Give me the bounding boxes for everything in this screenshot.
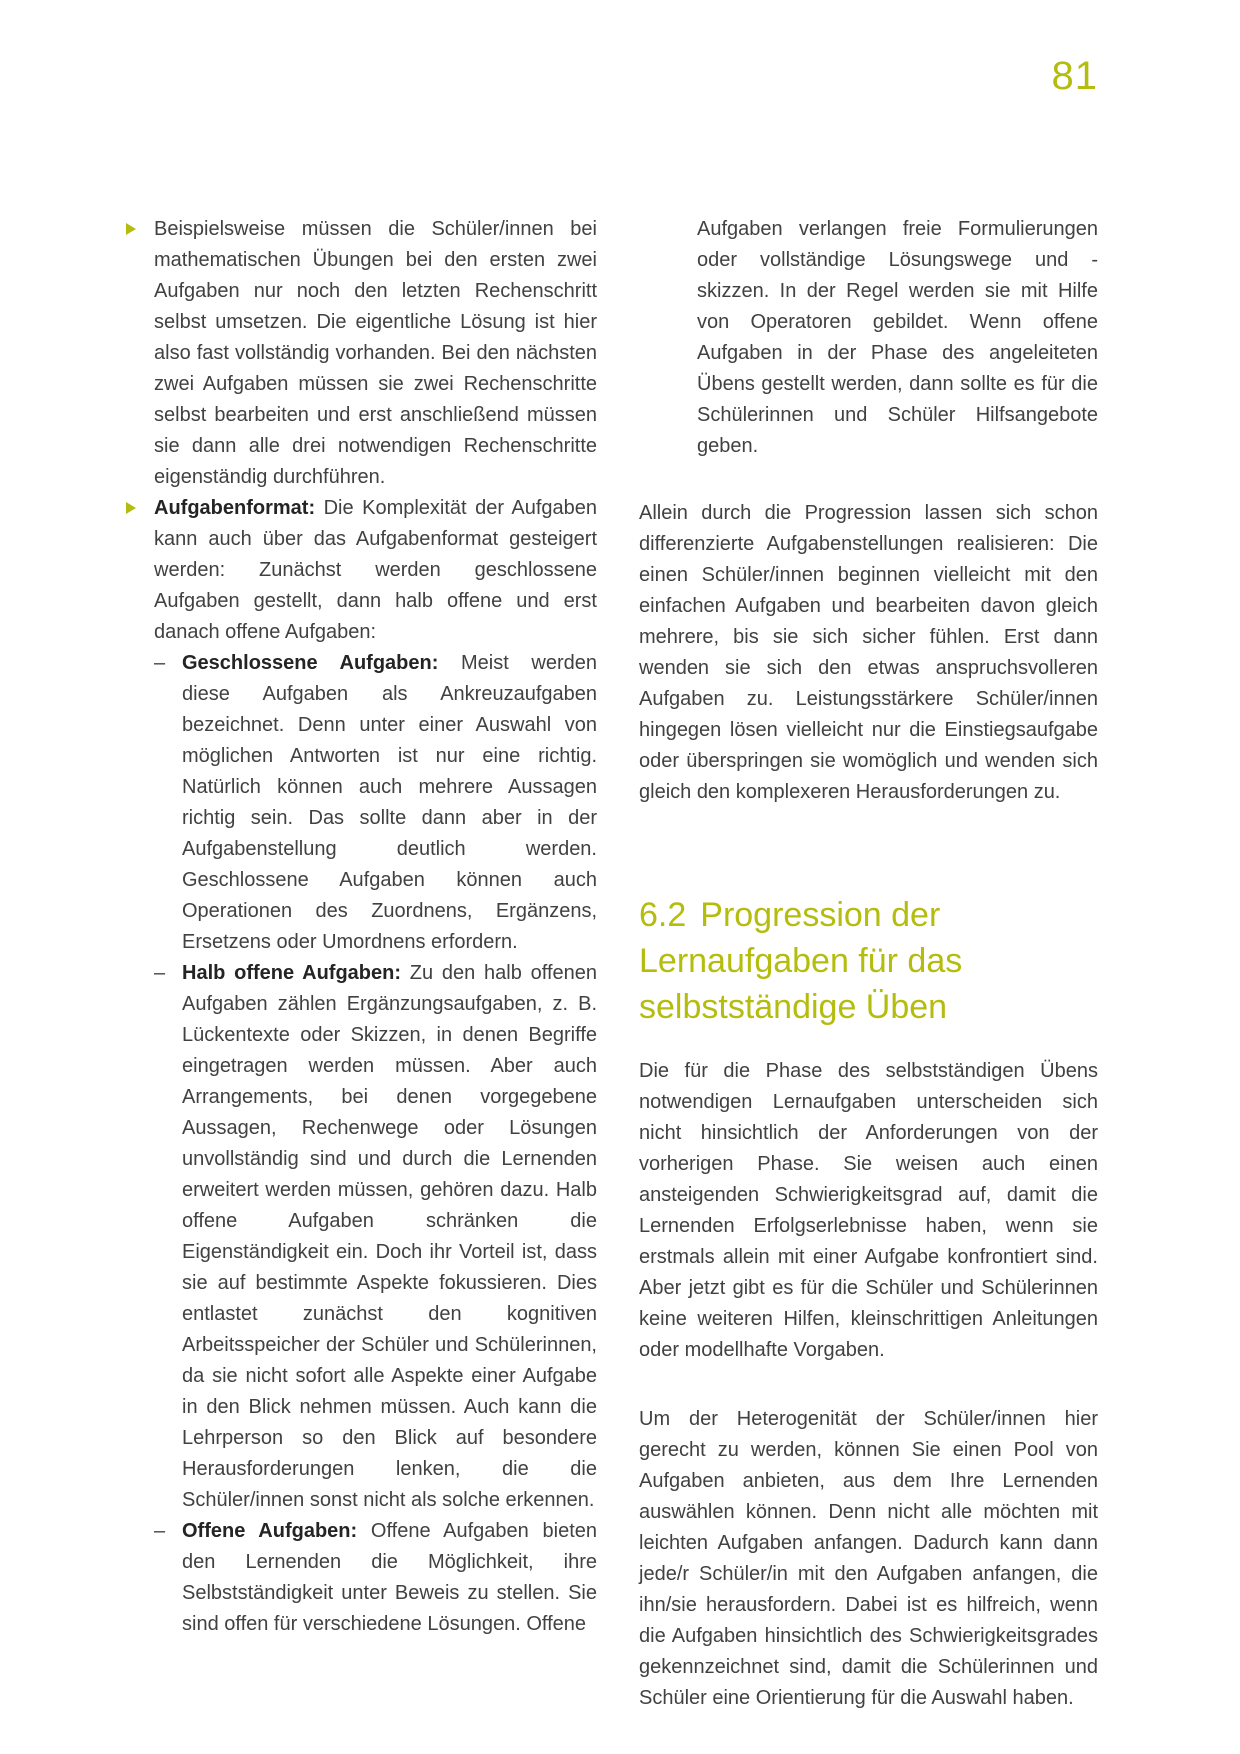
paragraph: Die für die Phase des selbstständigen Übens notwendigen Lernaufgaben unterscheiden sich nicht hinsichtlich der Anforderungen von der vorherigen Phase. Sie weisen auch einen ansteigenden Schwierigkeitsgrad auf, damit die Lernenden Erfolgserlebnisse haben, wenn sie erstmals allein mit einer Aufgabe konfrontiert sind. Aber jetzt gibt es für die Schüler und Schülerinnen keine weiteren Hilfen, kleinschrittigen Anleitungen oder modellhafte Vorgaben. xyxy=(639,1060,1098,1361)
list-item-text: Die Komplexität der Aufgaben kann auch über das Aufgabenformat gesteigert werden: Zunächst werden geschlossene Aufgaben gestellt, dann halb offene und erst danach offene Aufgaben: xyxy=(154,497,598,643)
section-heading-line xyxy=(639,892,1098,938)
sub-list-item xyxy=(124,648,597,958)
page-number: 81 xyxy=(1051,54,1098,98)
list-item-continuation: Aufgaben verlangen freie Formulierungen oder vollständige Lösungswege und -skizzen. In der Regel werden sie mit Hilfe von Operatoren gebildet. Wenn offene Aufgaben in der Phase des angeleiteten Übens gestellt werden, dann sollte es für die Schülerinnen und Schüler Hilfsangebote geben. xyxy=(697,218,1098,457)
list-item xyxy=(124,214,597,493)
sub-list-item-text: Zu den halb offenen Aufgaben zählen Ergänzungsaufgaben, z. B. Lückentexte oder Skizzen, in denen Begriffe eingetragen werden müssen. Aber auch Arrangements, bei denen vorgegebene Aussagen, Rechenwege oder Lösungen unvollständig sind und durch die Lernenden erweitert werden müssen, gehören dazu. Halb offene Aufgaben schränken die Eigenständigkeit ein. Doch ihr Vorteil ist, dass sie auf bestimmte Aspekte fokussieren. Dies entlastet zunächst den kognitiven Arbeitsspeicher der Schüler und Schülerinnen, da sie nicht sofort alle Aspekte einer Aufgabe in den Blick nehmen müssen. Auch kann die Lehrperson so den Blick auf besondere Herausforderungen lenken, die die Schüler/innen sonst nicht als solche erkennen. xyxy=(182,962,597,1511)
section-title-part: Progression der xyxy=(700,896,941,934)
section-heading-line: Lernaufgaben für das xyxy=(639,942,963,980)
paragraph: Allein durch die Progression lassen sich schon differenzierte Aufgabenstellungen realisieren: Die einen Schüler/innen beginnen vielleicht mit den einfachen Aufgaben und bearbeiten davon gleich mehrere, bis sie sich sicher fühlen. Erst dann wenden sie sich den etwas anspruchsvolleren Aufgaben zu. Leistungsstärkere Schüler/innen hingegen lösen vielleicht nur die Einstiegsaufgabe oder überspringen sie womöglich und wenden sich gleich den komplexeren Herausforderungen zu. xyxy=(639,502,1098,803)
list-item xyxy=(124,493,597,648)
paragraph: Um der Heterogenität der Schüler/innen hier gerecht zu werden, können Sie einen Pool von Aufgaben anbieten, aus dem Ihre Lernenden auswählen können. Denn nicht alle möchten mit leichten Aufgaben anfangen. Dadurch kann dann jede/r Schüler/in mit den Aufgaben anfangen, die ihn/sie herausfordern. Dabei ist es hilfreich, wenn die Aufgaben hinsichtlich des Schwierigkeitsgrades gekennzeichnet sind, damit die Schülerinnen und Schüler eine Orientierung für die Auswahl haben. xyxy=(639,1408,1098,1709)
bullet-triangle-icon xyxy=(126,223,136,235)
left-column xyxy=(124,214,597,1714)
sub-list-item xyxy=(124,1516,597,1640)
section-heading xyxy=(639,892,1098,1030)
content-columns xyxy=(124,214,1098,1714)
sub-list-item-lead: Offene Aufgaben: xyxy=(182,1520,358,1542)
list-item-text: Beispielsweise müssen die Schüler/innen bei mathematischen Übungen bei den ersten zwei Aufgaben nur noch den letzten Rechenschritt selbst umsetzen. Die eigentliche Lösung ist hier also fast vollständig vorhanden. Bei den nächsten zwei Aufgaben müssen sie zwei Rechenschritte selbst bearbeiten und erst anschließend müssen sie dann alle drei notwendigen Rechenschritte eigenständig durchführen. xyxy=(154,218,597,488)
sub-list-item-text: Meist werden diese Aufgaben als Ankreuzaufgaben bezeichnet. Denn unter einer Auswahl von möglichen Antworten ist nur eine richtig. Natürlich können auch mehrere Aussagen richtig sein. Das sollte dann aber in der Aufgabenstellung deutlich werden. Geschlossene Aufgaben können auch Operationen des Zuordnens, Ergänzens, Ersetzens oder Umordnens erfordern. xyxy=(182,652,597,953)
dash-marker: – xyxy=(154,652,166,674)
right-column xyxy=(639,214,1098,1714)
section-heading-line: selbstständige Üben xyxy=(639,988,948,1026)
sub-list-item xyxy=(124,958,597,1516)
section-number: 6.2 xyxy=(639,896,687,934)
sub-list-item-text: Offene Aufgaben bieten den Lernenden die Möglichkeit, ihre Selbstständigkeit unter Beweis zu stellen. Sie sind offen für verschiedene Lösungen. Offene xyxy=(182,1520,597,1635)
sub-list-item-lead: Halb offene Aufgaben: xyxy=(182,962,402,984)
list-item-lead: Aufgabenformat: xyxy=(154,497,316,519)
dash-marker: – xyxy=(154,962,166,984)
dash-marker: – xyxy=(154,1520,166,1542)
bullet-triangle-icon xyxy=(126,502,136,514)
sub-list-item-lead: Geschlossene Aufgaben: xyxy=(182,652,439,674)
